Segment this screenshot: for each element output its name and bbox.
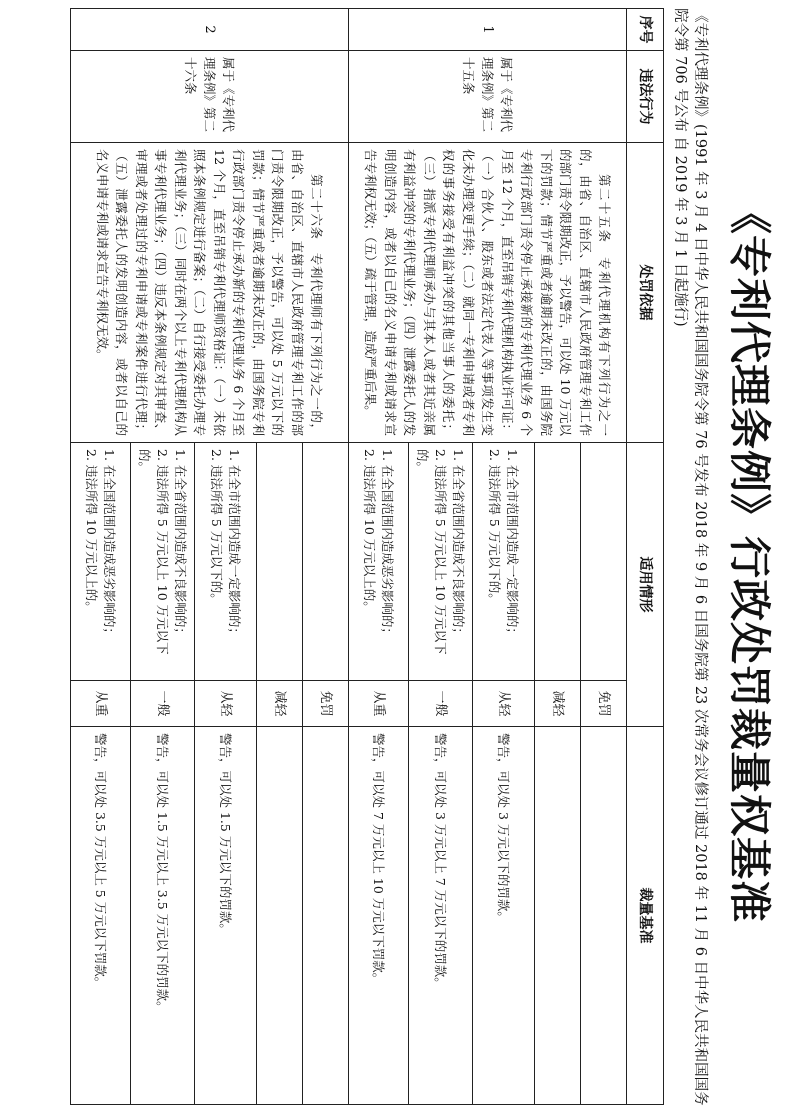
condition-line: 2. 违法所得 10 万元以上的。 [362, 449, 378, 614]
row1-act: 属于《专利代理条例》第二十五条 [349, 51, 627, 143]
row2-level-lenient: 从轻 [195, 681, 257, 727]
row1-basis [349, 143, 627, 443]
row2-cond-lenient [195, 443, 257, 681]
row1-cond-lenient [473, 443, 535, 681]
condition-line: 1. 在全市范围内造成一定影响的； [227, 449, 243, 640]
row2-cond-mitigated [257, 443, 303, 681]
header-seq: 序号 [627, 9, 664, 51]
row2-cond-normal [131, 443, 195, 681]
row1-std-normal: 警告，可以处 3 万元以上 7 万元以下的罚款。 [409, 727, 473, 1105]
condition-line: 1. 在全省范围内造成不良影响的； [173, 449, 189, 640]
row2-level-exempt: 免罚 [303, 681, 349, 727]
row1-cond-severe [349, 443, 409, 681]
condition-line: 1. 在全省范围内造成不良影响的； [451, 449, 467, 640]
condition-line: 2. 违法所得 10 万元以上的。 [84, 449, 100, 614]
condition-line: 1. 在全国范围内造成恶劣影响的； [102, 449, 118, 640]
condition-line: 1. 在全国范围内造成恶劣影响的； [380, 449, 396, 640]
row1-level-normal: 一般 [409, 681, 473, 727]
header-standard: 裁量基准 [627, 727, 664, 1105]
header-act: 违法行为 [627, 51, 664, 143]
row1-cond-exempt [581, 443, 627, 681]
header-basis: 处罚依据 [627, 143, 664, 443]
table-row [303, 9, 349, 1105]
row1-level-exempt: 免罚 [581, 681, 627, 727]
row2-basis-text: 第二十六条 专利代理师有下列行为之一的，由省、自治区、直辖市人民政府管理专利工作的部门责令限期改正，予以警告，可以处 5 万元以下的罚款；情节严重或者逾期未改正的，由国务院专利行政部门责令停止承办新的专利代理业务 6 个月至 12 个月，直至吊销专利代理师资格证：（一）未依照本条例规定进行备案；（二）自行接受委托办理专利代理业务；（三）同时在两个以上专利代理机构从事专利代理业务；（四）违反本条例规定对其审查、审理或者处理过的专利申请或专利案件进行代理；（五）泄露委托人的发明创造内容，或者以自己的名义申请专利或请求宣告专利权无效。 [95, 149, 325, 436]
row2-cond-exempt [303, 443, 349, 681]
row1-seq: 1 [349, 9, 627, 51]
row1-cond-mitigated [535, 443, 581, 681]
table-header-row [627, 9, 664, 1105]
header-condition: 适用情形 [627, 443, 664, 727]
row1-basis-text: 第二十五条 专利代理机构有下列行为之一的，由省、自治区、直辖市人民政府管理专利工作的部门责令限期改正，予以警告，可以处 10 万元以下的罚款；情节严重或者逾期未改正的，由国务院专利行政部门责令停止承接新的专利代理业务 6 个月至 12 个月，直至吊销专利代理机构执业许可证：（一）合伙人、股东或者法定代表人等事项发生变化未办理变更手续；（二）就同一专利申请或者专利权的事务接受有利益冲突的其他当事人的委托；（三）指派专利代理师承办与其本人或者其近亲属有利益冲突的专利代理业务；（四）泄露委托人的发明创造内容，或者以自己的名义申请专利或请求宣告专利权无效；（五）疏于管理，造成严重后果。 [363, 149, 613, 436]
row2-level-severe: 从重 [71, 681, 131, 727]
page-title: 《专利代理条例》行政处罚裁量权基准 [725, 191, 774, 923]
row2-level-mitigated: 减轻 [257, 681, 303, 727]
row2-level-normal: 一般 [131, 681, 195, 727]
row2-std-lenient: 警告，可以处 1.5 万元以下的罚款。 [195, 727, 257, 1105]
row1-std-severe: 警告，可以处 7 万元以上 10 万元以下罚款。 [349, 727, 409, 1105]
condition-line: 2. 违法所得 5 万元以上 10 万元以下的。 [415, 449, 449, 655]
condition-line: 2. 违法所得 5 万元以上 10 万元以下的。 [137, 449, 171, 655]
condition-line: 1. 在全市范围内造成一定影响的； [505, 449, 521, 640]
row1-std-mitigated [535, 727, 581, 1105]
penalty-table [70, 8, 664, 1105]
row2-std-exempt [303, 727, 349, 1105]
row1-level-severe: 从重 [349, 681, 409, 727]
condition-line: 2. 违法所得 5 万元以下的。 [209, 449, 225, 606]
row1-level-lenient: 从轻 [473, 681, 535, 727]
row2-std-severe: 警告，可以处 3.5 万元以上 5 万元以下罚款。 [71, 727, 131, 1105]
condition-line: 2. 违法所得 5 万元以下的。 [487, 449, 503, 606]
row1-level-mitigated: 减轻 [535, 681, 581, 727]
row1-cond-normal [409, 443, 473, 681]
row1-std-lenient: 警告，可以处 3 万元以下的罚款。 [473, 727, 535, 1105]
page-subtitle: 《专利代理条例》(1991 年 3 月 4 日中华人民共和国国务院令第 76 号发布 2018 年 9 月 6 日国务院第 23 次常务会议修订通过 2018 年 11 月 6 日中华人民共和国国务院令第 706 号公布 自 2019 年 3 月 1 日起施行) [672, 8, 708, 1106]
table-row [581, 9, 627, 1105]
row2-std-mitigated [257, 727, 303, 1105]
row2-std-normal: 警告，可以处 1.5 万元以上 3.5 万元以下的罚款。 [131, 727, 195, 1105]
row1-std-exempt [581, 727, 627, 1105]
row2-basis [71, 143, 349, 443]
row2-cond-severe [71, 443, 131, 681]
row2-act: 属于《专利代理条例》第二十六条 [71, 51, 349, 143]
row2-seq: 2 [71, 9, 349, 51]
